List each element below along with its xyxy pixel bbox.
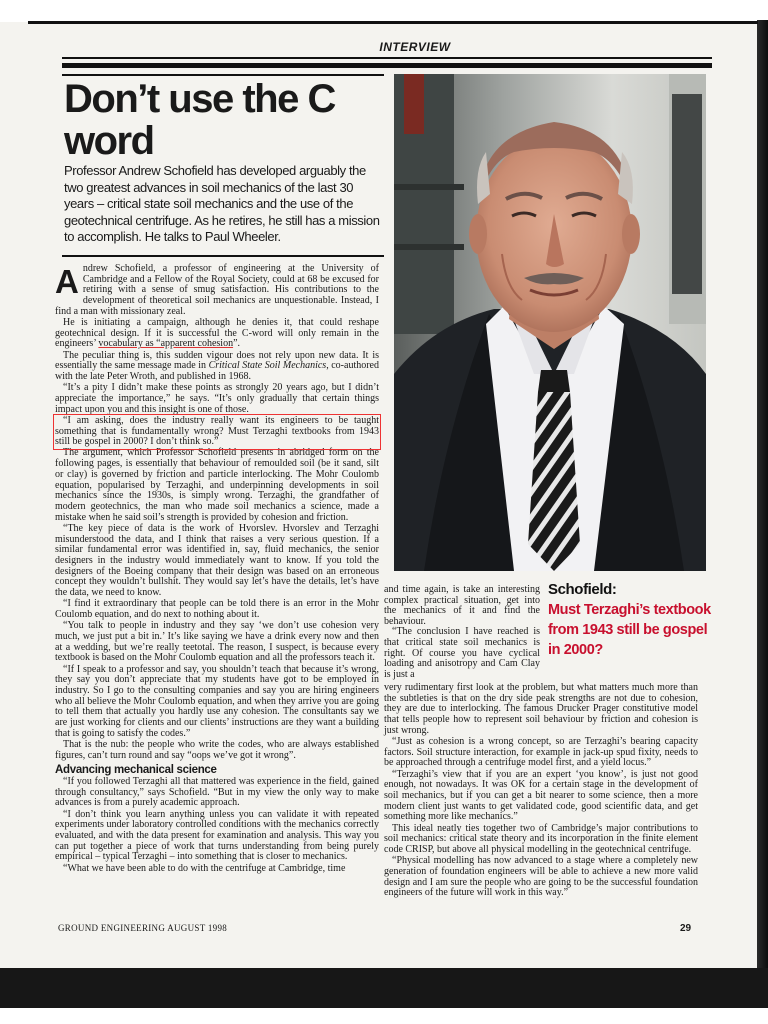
paragraph: and time again, is take an interesting complex practical situation, get into the mechanics of it and find the behaviour. [384,584,540,627]
underlined-phrase: vocabulary as “apparent cohesion [98,338,234,350]
paragraph: “What we have been able to do with the centrifuge at Cambridge, time [63,862,346,874]
paragraph-text: The peculiar thing is, this sudden vigour does not rely upon new data. It is essentially the same message made in [55,349,379,372]
paragraph-text: ndrew Schofield, a professor of engineering at the University of Cambridge and a Fellow of the Royal Society, could at 68 be excused for retiring with a sense of smug satisfaction. His contributions to the development of theoretical soil mechanics are unquestionable. Instead, I find a man with missionary zeal. [55,263,379,317]
portrait-photo [394,74,706,571]
scan-edge [0,0,768,22]
paragraph-text: ”. [233,338,241,350]
book-title: Critical State Soil Mechanics [208,360,327,372]
headline: Don’t use the C word [64,77,335,163]
paragraph: very rudimentary first look at the problem, but what matters much more than the subtleties is that on the dry side peak strengths are not due to cohesion, they are due to interlocking. The famous Drucker Prager constitutive model that tells people how to represent soil behaviour by friction and cohesion is just wrong. [384,682,698,736]
header-thick-rule [62,63,712,68]
paragraph: “Terzaghi’s view that if you are an expert ‘you know’, is just not good enough, not nowadays. It was OK for a certain stage in the development of soil mechanics, but if you can get a bit nearer to some science, then a more modern client just wants to get validated code, good scientific data, and get something more like mechanics.” [384,768,698,823]
paragraph: “I don’t think you learn anything unless you can validate it with repeated experiments under laboratory controlled conditions with the mechanics correctly evaluated, and with the data present for examination and analysis. This way you can put together a piece of work that turns understanding from being purely empirical – typical Terzaghi – into something that is closer to mechanics. [55,808,379,863]
article-body-left [55,264,379,875]
paragraph-text: , co-authored with the late Peter Wroth, and published in 1968. [55,360,379,383]
top-rule [28,21,758,24]
paragraph [55,351,379,383]
paragraph: “It’s a pity I didn’t make these points as strongly 20 years ago, but I didn’t appreciate the importance,” he says. “It’s only gradually that certain things impact upon you and this insight is one of those. [55,382,379,415]
pull-quote-speaker: Schofield: [548,581,617,598]
paragraph: “Just as cohesion is a wrong concept, so are Terzaghi’s bearing capacity factors. Soil structure interaction, for example in jack-up spud fixity, needs to be approached through a centrifuge model first, and a yield locus.” [384,736,698,769]
publication-footer: GROUND ENGINEERING AUGUST 1998 [58,923,228,933]
pull-quote [548,580,718,660]
pull-quote-text: Must Terzaghi’s textbook from 1943 still be gospel in 2000? [548,602,711,658]
section-label: INTERVIEW [379,40,451,54]
article-body-middle [384,585,540,680]
paragraph: The argument, which Professor Schofield presents in abridged form on the following pages, is essentially that behaviour of remoulded soil (be it sand, silt or clay) is governed by friction and particle interlocking. The Mohr Coulomb equation, popularised by Terzaghi, and underpinning developments in soil mechanics since the 1930s, is simply wrong. Terzaghi, the grandfather of modern geotechnics, the man who made soil mechanics a science, made a mistake when he said soil’s strength is provided by cohesion and friction. [55,447,379,523]
dropcap: A [55,263,79,300]
paragraph: “You talk to people in industry and they say ‘we don’t use cohesion very much, we just put a bit in.’ It’s like saying we have a drink every now and then at a wedding, but we’re really teetotal. The reason, I suspect, is because every textbook is based on the Mohr Coulomb equation and all the professors teach it. [55,620,379,664]
paragraph: “The key piece of data is the work of Hvorslev. Hvorslev and Terzaghi misunderstood the data, and I think that raises a very serious question. If a similar fundamental error was identified in, say, fluid mechanics, the senior designers in the industry would immediately want to know. If you told the designers of the Boeing company that their design was based on an erroneous concept they wouldn’t bullshit. They would say let’s have the details, let’s have the data, we need to know. [55,522,379,599]
paragraph: “The conclusion I have reached is that critical state soil mechanics is right. Of course you have cyclical loading and anisotropy and Cam Clay is just a [384,626,540,680]
header-rule [62,57,712,59]
scan-shadow [757,20,768,1024]
paragraph: This ideal neatly ties together two of Cambridge’s major contributions to soil mechanics: critical state theory and its incorporation in the finite element code CRISP, but above all physical modelling in the geotechnical centrifuge. [384,822,698,856]
paragraph: “Physical modelling has now advanced to a stage where a completely new generation of foundation engineers will be able to achieve a new more valid design and I am sure the people who are going to be the successful foundation engineers of the future will work in this way.” [384,855,698,899]
paragraph: “If you followed Terzaghi all that mattered was experience in the field, gained through consultancy,” says Schofield. “But in my view the only way to make advances is from a purely academic approach. [55,776,379,809]
standfirst-rule [62,255,384,257]
paragraph [55,318,379,350]
highlighted-quote: “I am asking, does the industry really want its engineers to be taught something that is fundamentally wrong? Must Terzaghi textbooks from 1943 still be gospel in 2000? I don’t think so.” [55,414,379,448]
standfirst: Professor Andrew Schofield has developed arguably the two greatest advances in soil mechanics of the last 30 years – critical state soil mechanics and the use of the geotechnical centrifuge. As he retires, he still has a mission to accomplish. He talks to Paul Wheeler. [64,163,380,244]
article-body-right [384,683,698,900]
subheading: Advancing mechanical science [55,764,217,777]
paragraph: That is the nub: the people who write the codes, who are always established figures, can’t turn round and say “oops we’ve got it wrong”. [55,738,379,761]
headline-rule [62,74,384,76]
paragraph: “If I speak to a professor and say, you shouldn’t teach that because it’s wrong, they say you don’t appreciate that my students have got to be employed in industry. So I go to the consulting companies and say you are hiring engineers who all believe the Mohr Coulomb equation, and when they arrive you are going to tell them that actually you hardly use any cohesion. The consultants say we are just working for clients and our clients’ instructions are they want a building that is going to satisfy the codes.” [55,663,379,739]
paragraph-text: He is initiating a campaign, although he denies it, that could reshape geotechnical design. If it is successful the C-word will only remain in the engineers’ [55,317,379,350]
scan-bottom-edge [0,1008,768,1024]
paragraph [55,264,379,318]
portrait-illustration [394,74,706,571]
paragraph: “I find it extraordinary that people can be told there is an error in the Mohr Coulomb equation, and do next to nothing about it. [55,598,379,620]
page-number: 29 [680,923,692,934]
